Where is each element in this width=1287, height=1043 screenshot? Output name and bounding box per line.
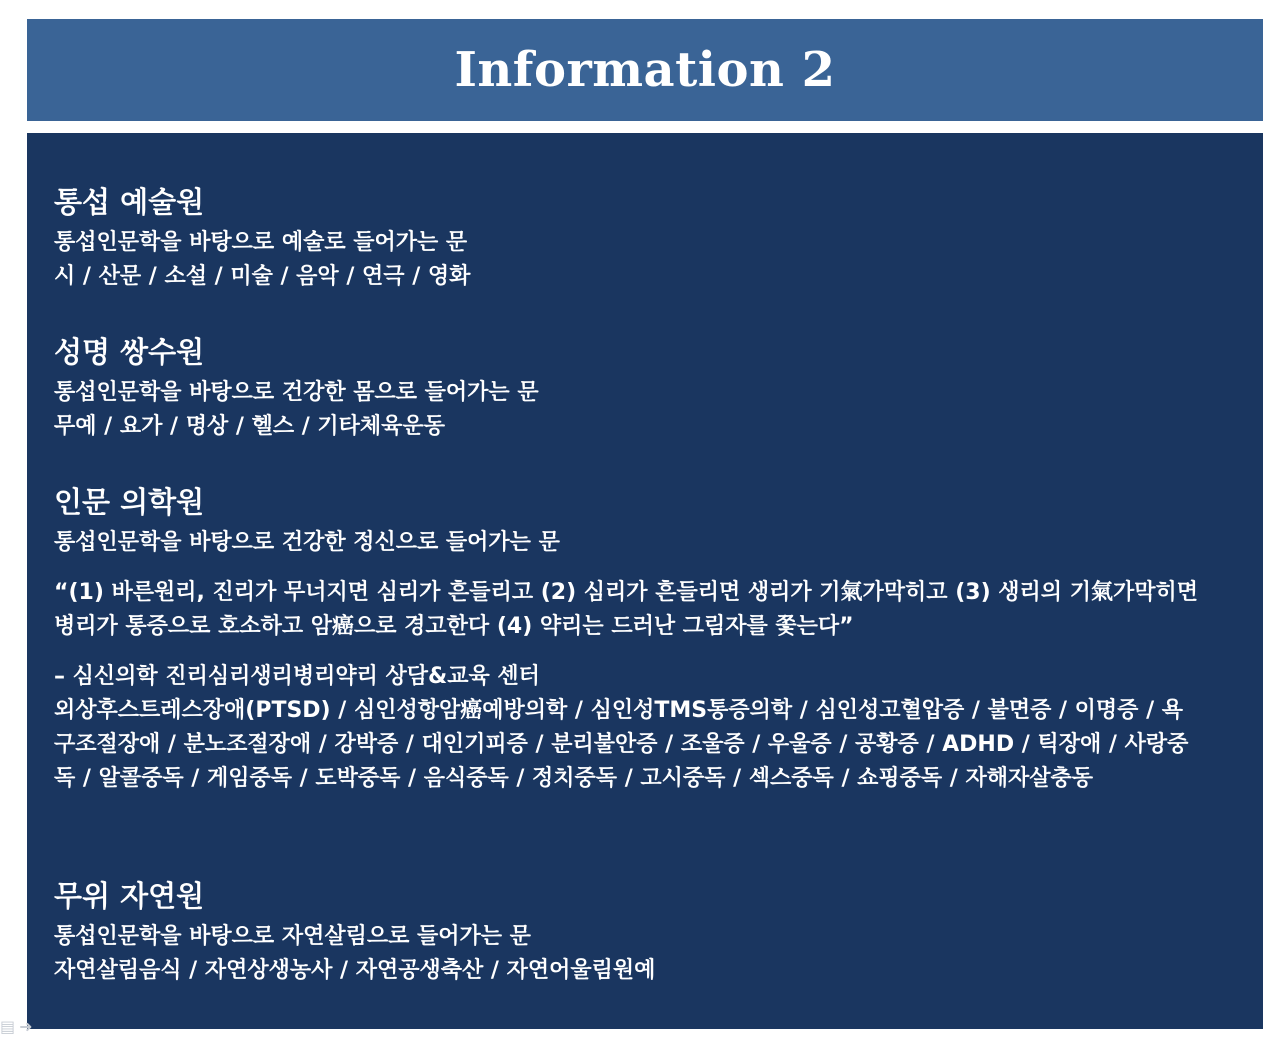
section-art: [54, 184, 1214, 294]
title-bar: [27, 19, 1263, 121]
section-description: 통섭인문학을 바탕으로 자연살림으로 들어가는 문: [54, 924, 531, 949]
section-heading: 인문 의학원: [54, 485, 205, 519]
section-body: [54, 334, 1214, 444]
section-items: 무예 / 요가 / 명상 / 헬스 / 기타체육운동: [54, 414, 445, 439]
section-description: 통섭인문학을 바탕으로 건강한 정신으로 들어가는 문: [54, 530, 560, 555]
section-heading: 통섭 예술원: [54, 185, 205, 219]
arrow-right-icon[interactable]: ➜: [19, 1016, 33, 1036]
section-medicine: [54, 484, 1214, 796]
center-list: 외상후스트레스장애(PTSD) / 심인성항암癌예방의학 / 심인성TMS통증의학 / 심인성고혈압증 / 불면증 / 이명증 / 욕구조절장애 / 분노조절장애 / 강박증 / 대인기피증 / 분리불안증 / 조울증 / 우울증 / 공황증 / ADHD / 틱장애 / 사랑중독 / 알콜중독 / 게임중독 / 도박중독 / 음식중독 / 정치중독 / 고시중독 / 섹스중독 / 쇼핑중독 / 자해자살충동: [54, 698, 1189, 791]
quote-text: “(1) 바른원리, 진리가 무너지면 심리가 흔들리고 (2) 심리가 흔들리면 생리가 기氣가막히고 (3) 생리의 기氣가막히면 병리가 통증으로 호소하고 암癌으로 경고한다 (4) 약리는 드러난 그림자를 쫓는다”: [54, 580, 1198, 639]
section-nature: [54, 878, 1214, 988]
title-divider: [27, 121, 1263, 133]
slide-nav: [0, 1014, 50, 1038]
section-heading: 성명 쌍수원: [54, 335, 205, 369]
menu-icon[interactable]: ▤: [0, 1016, 16, 1036]
page-title: Information 2: [454, 42, 836, 98]
section-items: 자연살림음식 / 자연상생농사 / 자연공생축산 / 자연어울림원예: [54, 958, 656, 983]
section-description: 통섭인문학을 바탕으로 건강한 몸으로 들어가는 문: [54, 380, 539, 405]
section-description: 통섭인문학을 바탕으로 예술로 들어가는 문: [54, 230, 468, 255]
section-items: 시 / 산문 / 소설 / 미술 / 음악 / 연극 / 영화: [54, 264, 471, 289]
section-heading: 무위 자연원: [54, 879, 205, 913]
center-name: – 심신의학 진리심리생리병리약리 상담&교육 센터: [54, 664, 540, 689]
center-block: [54, 660, 1214, 796]
